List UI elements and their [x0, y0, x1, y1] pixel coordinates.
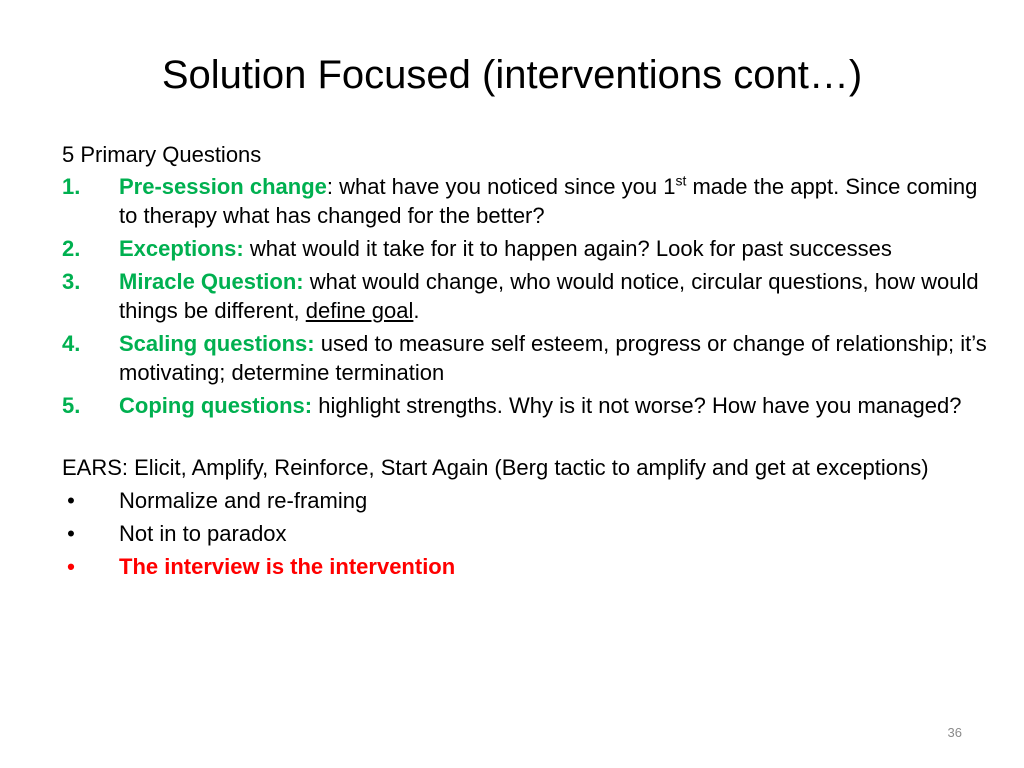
- item-text: what would it take for it to happen again? Look for past successes: [243, 236, 892, 261]
- item-text: : what have you noticed since you 1: [326, 174, 676, 199]
- question-item-5: [62, 391, 992, 420]
- slide-title: Solution Focused (interventions cont…): [161, 53, 863, 97]
- item-label: Miracle Question:: [119, 269, 304, 294]
- bullet-icon: •: [67, 488, 75, 513]
- ears-paragraph: EARS: Elicit, Amplify, Reinforce, Start Again (Berg tactic to amplify and get at exceptions): [62, 455, 929, 480]
- item-text: highlight strengths. Why is it not worse? How have you managed?: [312, 393, 962, 418]
- item-text: what would change, who would notice, circular questions, how would things be different,: [119, 269, 979, 323]
- item-text-end: .: [413, 298, 420, 323]
- intro-heading: 5 Primary Questions: [62, 142, 262, 167]
- item-number: 1.: [62, 174, 81, 199]
- bullet-text: The interview is the intervention: [119, 554, 456, 579]
- question-item-2: [62, 234, 992, 263]
- item-number: 4.: [62, 331, 81, 356]
- slide-body: [62, 140, 992, 585]
- bullet-item-1: [62, 486, 992, 515]
- superscript: st: [675, 172, 687, 189]
- bullet-icon: •: [67, 521, 75, 546]
- bullet-item-3: [62, 552, 992, 581]
- question-item-1: [62, 172, 992, 230]
- item-label: Pre-session change: [119, 174, 327, 199]
- item-label: Coping questions:: [119, 393, 313, 418]
- page-number: 36: [947, 725, 962, 740]
- item-number: 5.: [62, 393, 81, 418]
- spacer: [62, 424, 992, 453]
- question-item-3: [62, 267, 992, 325]
- underlined-text: define goal: [305, 298, 414, 323]
- bullet-text: Normalize and re-framing: [119, 488, 368, 513]
- bullet-icon: •: [67, 554, 75, 579]
- bullet-item-2: [62, 519, 992, 548]
- question-item-4: [62, 329, 992, 387]
- item-number: 2.: [62, 236, 81, 261]
- bullet-text: Not in to paradox: [119, 521, 287, 546]
- item-text-continued: made the appt. Since coming to therapy what has changed for the better?: [119, 174, 978, 228]
- item-label: Exceptions:: [119, 236, 244, 261]
- item-number: 3.: [62, 269, 81, 294]
- item-text: used to measure self esteem, progress or change of relationship; it’s motivating; determine termination: [119, 331, 987, 385]
- item-label: Scaling questions:: [119, 331, 315, 356]
